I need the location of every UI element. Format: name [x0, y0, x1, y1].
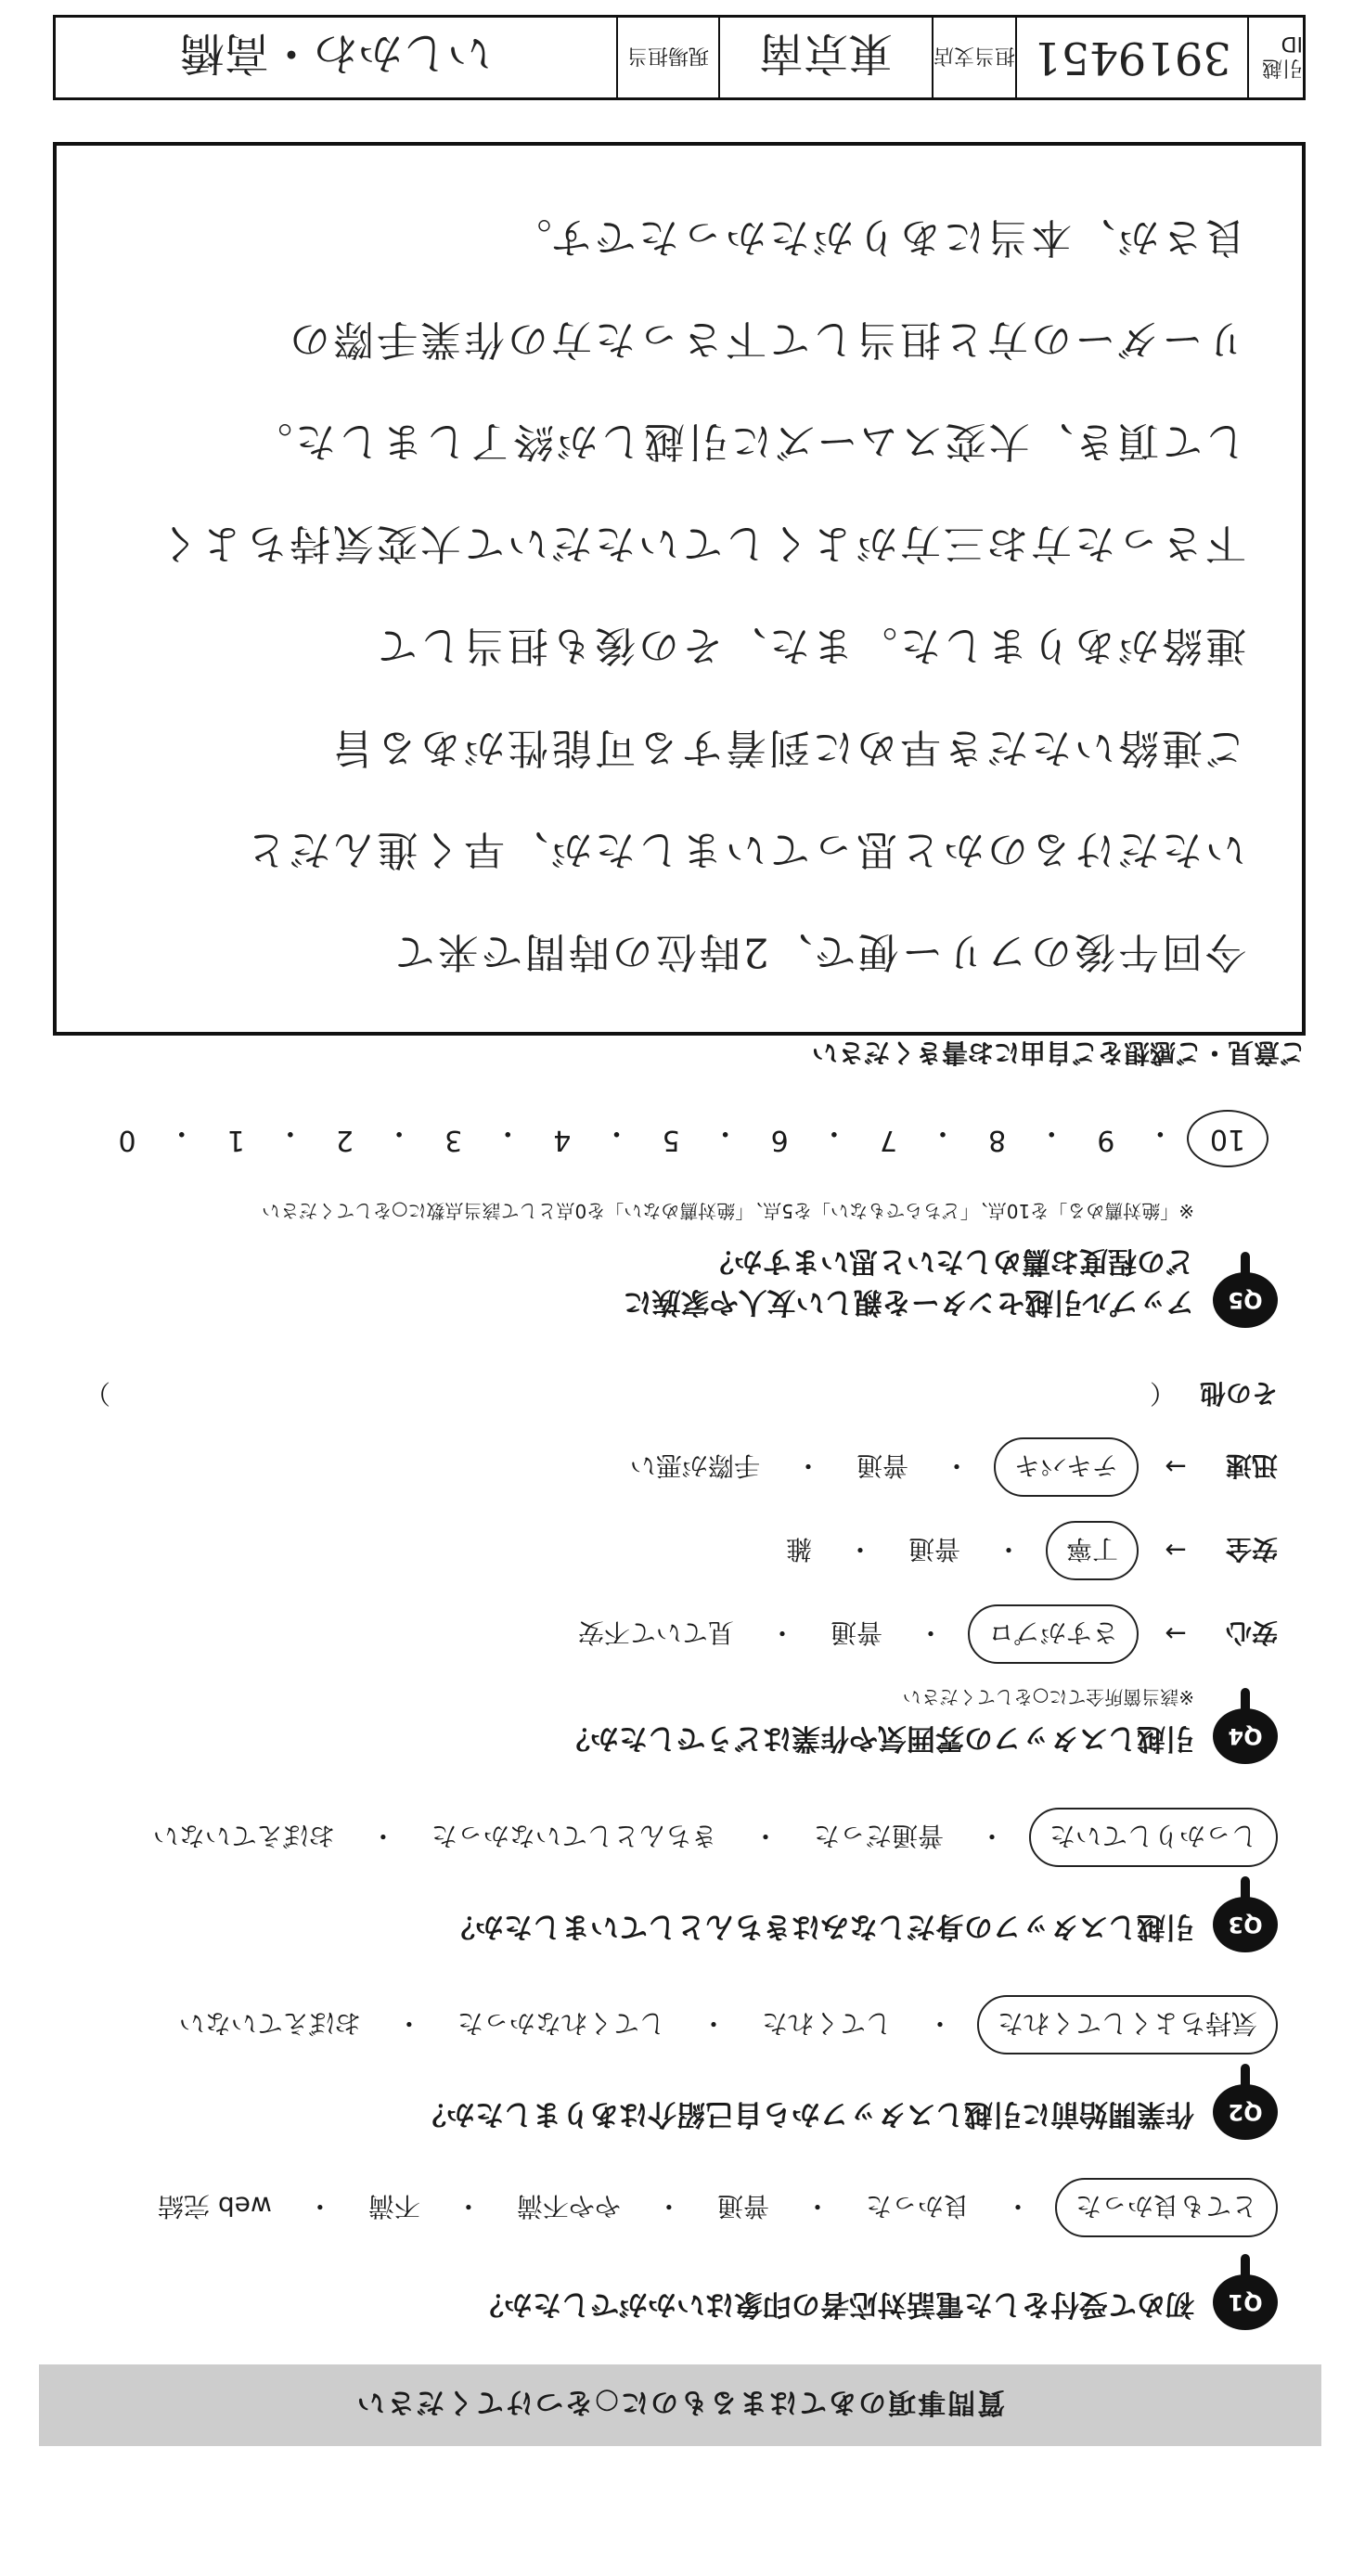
q5-score[interactable]: 7 — [879, 1124, 897, 1156]
branch-label-cell — [932, 18, 1015, 97]
q4-option[interactable]: 雑 — [785, 1534, 812, 1565]
q4-other-paren-close: ） — [84, 1378, 110, 1409]
q5-score[interactable]: 9 — [1097, 1124, 1115, 1156]
q5-score[interactable]: 0 — [118, 1124, 136, 1156]
q4-option-selected[interactable]: さすがプロ — [968, 1604, 1139, 1664]
branch-value: 東京南 — [759, 27, 894, 80]
q4-text: 引越しスタッフの雰囲気や作業はどうでしたか？ — [561, 1721, 1194, 1755]
comment-box[interactable] — [53, 142, 1306, 1036]
q5-scale: 10 ・ 9 ・ 8 ・ 7 ・ 6 ・ 5 ・ 4 ・ 3 ・ 2 ・ 1 ・ 0 — [99, 1110, 1268, 1156]
q2-options: 気持ちよくしてくれた ・ してくれた ・ してくれなかった ・ おぼえていない — [168, 1995, 1278, 2054]
q4-row-label: 迅速 — [1225, 1450, 1278, 1481]
q2-option-selected[interactable]: 気持ちよくしてくれた — [977, 1995, 1278, 2054]
q4-option[interactable]: 普通 — [856, 1450, 908, 1481]
q4-other-row — [44, 1376, 1278, 1413]
q4-option[interactable]: 手際が悪い — [629, 1450, 760, 1481]
q2-option[interactable]: してくれなかった — [457, 2008, 665, 2039]
arrow-right-icon: → — [1165, 1618, 1187, 1650]
arrow-right-icon: → — [1165, 1451, 1187, 1483]
branch-value-cell[interactable] — [718, 18, 932, 97]
team-value: いしかわ・高橋 — [180, 27, 493, 80]
q2-badge: Q2 — [1213, 2084, 1278, 2140]
comments-label: ご意見・ご感想をご自由にお書きください — [811, 1037, 1306, 1068]
q3-options: しっかりしていた ・ 普通だった ・ きちんとしていなかった ・ おぼえていない — [142, 1808, 1278, 1867]
q5-score[interactable]: 2 — [335, 1124, 354, 1156]
q1-option[interactable]: web 完結 — [158, 2191, 272, 2222]
q4-row-label: 安全 — [1225, 1534, 1278, 1565]
q4-row-label: 安心 — [1225, 1617, 1278, 1648]
q2-option[interactable]: おぼえていない — [178, 2008, 361, 2039]
q1-option[interactable]: やや不満 — [516, 2191, 621, 2222]
q4-option[interactable]: 普通 — [830, 1617, 882, 1648]
q1-badge: Q1 — [1213, 2274, 1278, 2330]
q5-score[interactable]: 4 — [553, 1124, 572, 1156]
branch-label: 担当支店 — [933, 44, 1015, 68]
id-value: 3919451 — [1033, 32, 1231, 84]
handwritten-line: ご連絡いただき早めに到着する可能性がある旨 — [330, 724, 1246, 771]
q2-text: 作業開始前に引越しスタッフから自己紹介はありましたか？ — [418, 2097, 1194, 2131]
instruction-bar — [39, 2364, 1321, 2446]
q2-option[interactable]: してくれた — [761, 2008, 892, 2039]
handwritten-line: リーダーの方と担当して下さった方の作業手際の — [287, 316, 1246, 363]
q1-option[interactable]: 不満 — [367, 2191, 420, 2222]
q5-score-selected[interactable]: 10 — [1187, 1110, 1268, 1167]
q1-option[interactable]: 良かった — [865, 2191, 970, 2222]
arrow-right-icon: → — [1165, 1535, 1187, 1566]
q4-row-jinsoku: 迅速 → テキパキ ・ 普通 ・ 手際が悪い — [619, 1437, 1278, 1497]
q4-badge: Q4 — [1213, 1708, 1278, 1764]
handwritten-line: 良さが、本当にありがたかったです。 — [508, 213, 1246, 261]
handwritten-line: 連絡がありました。また、その後も担当して — [374, 622, 1246, 669]
q5-note: ※「絶対薦める」を10点、「どちらでもない」を5点、「絶対薦めない」を0点として該当点数に○をしてください — [262, 1200, 1194, 1222]
q1-options: とても良かった ・ 良かった ・ 普通 ・ やや不満 ・ 不満 ・ web 完結 — [147, 2178, 1278, 2237]
handwritten-line: して頂き、大変スムーズに引越しが終了しました。 — [249, 418, 1246, 465]
q5-badge: Q5 — [1213, 1272, 1278, 1328]
id-label: 引越ID — [1261, 32, 1303, 79]
team-value-cell[interactable] — [56, 18, 616, 97]
q5-text-line1: アップル引越センターを親しい友人や家族に — [623, 1285, 1194, 1319]
q1-option[interactable]: 普通 — [716, 2191, 769, 2222]
id-label-cell — [1247, 18, 1303, 97]
q3-option[interactable]: きちんとしていなかった — [431, 1821, 717, 1851]
handwritten-line: 下さった方お三方がよくしていただいて大変気持ちよく — [156, 520, 1246, 567]
q1-option-selected[interactable]: とても良かった — [1055, 2178, 1278, 2237]
q5-text-line2: どの程度お薦めしたいと思いますか？ — [705, 1244, 1194, 1278]
handwritten-line: いただけるのかと思っていましたが、早く進んだと — [243, 826, 1246, 873]
q3-option-selected[interactable]: しっかりしていた — [1029, 1808, 1278, 1867]
q4-other-paren-open: （ — [1149, 1378, 1176, 1409]
q5-score[interactable]: 3 — [444, 1124, 463, 1156]
q3-option[interactable]: おぼえていない — [152, 1821, 335, 1851]
q4-row-anshin: 安心 → さすがプロ ・ 普通 ・ 見ていて不安 — [567, 1604, 1278, 1664]
team-label-cell — [616, 18, 718, 97]
q3-text: 引越しスタッフの身だしなみはきちんとしていましたか？ — [446, 1910, 1194, 1943]
q4-row-anzen: 安全 → 丁寧 ・ 普通 ・ 雑 — [775, 1521, 1278, 1580]
q5-score[interactable]: 6 — [770, 1124, 789, 1156]
q5-score[interactable]: 8 — [988, 1124, 1007, 1156]
team-label: 現場担当 — [627, 44, 710, 68]
footer-table — [53, 15, 1306, 100]
q4-option-selected[interactable]: テキパキ — [994, 1437, 1139, 1497]
q4-note: ※該当箇所全てに○をしてください — [902, 1686, 1194, 1708]
q4-other-label: その他 — [1199, 1378, 1278, 1409]
q1-text: 初めて受付をした電話対応者の印象はいかがでしたか？ — [475, 2287, 1194, 2321]
id-value-cell[interactable] — [1015, 18, 1247, 97]
instruction-text: 質問事項のあてはまるものに○をつけてください — [354, 2386, 1006, 2418]
q3-option[interactable]: 普通だった — [813, 1821, 944, 1851]
q3-badge: Q3 — [1213, 1897, 1278, 1952]
q5-score[interactable]: 1 — [226, 1124, 245, 1156]
q4-option[interactable]: 普通 — [908, 1534, 960, 1565]
q5-score[interactable]: 5 — [662, 1124, 680, 1156]
q4-option-selected[interactable]: 丁寧 — [1046, 1521, 1139, 1580]
q4-option[interactable]: 見ていて不安 — [577, 1617, 734, 1648]
handwritten-line: 今回午後のフリー便で、2時位の時間で来て — [391, 928, 1246, 975]
